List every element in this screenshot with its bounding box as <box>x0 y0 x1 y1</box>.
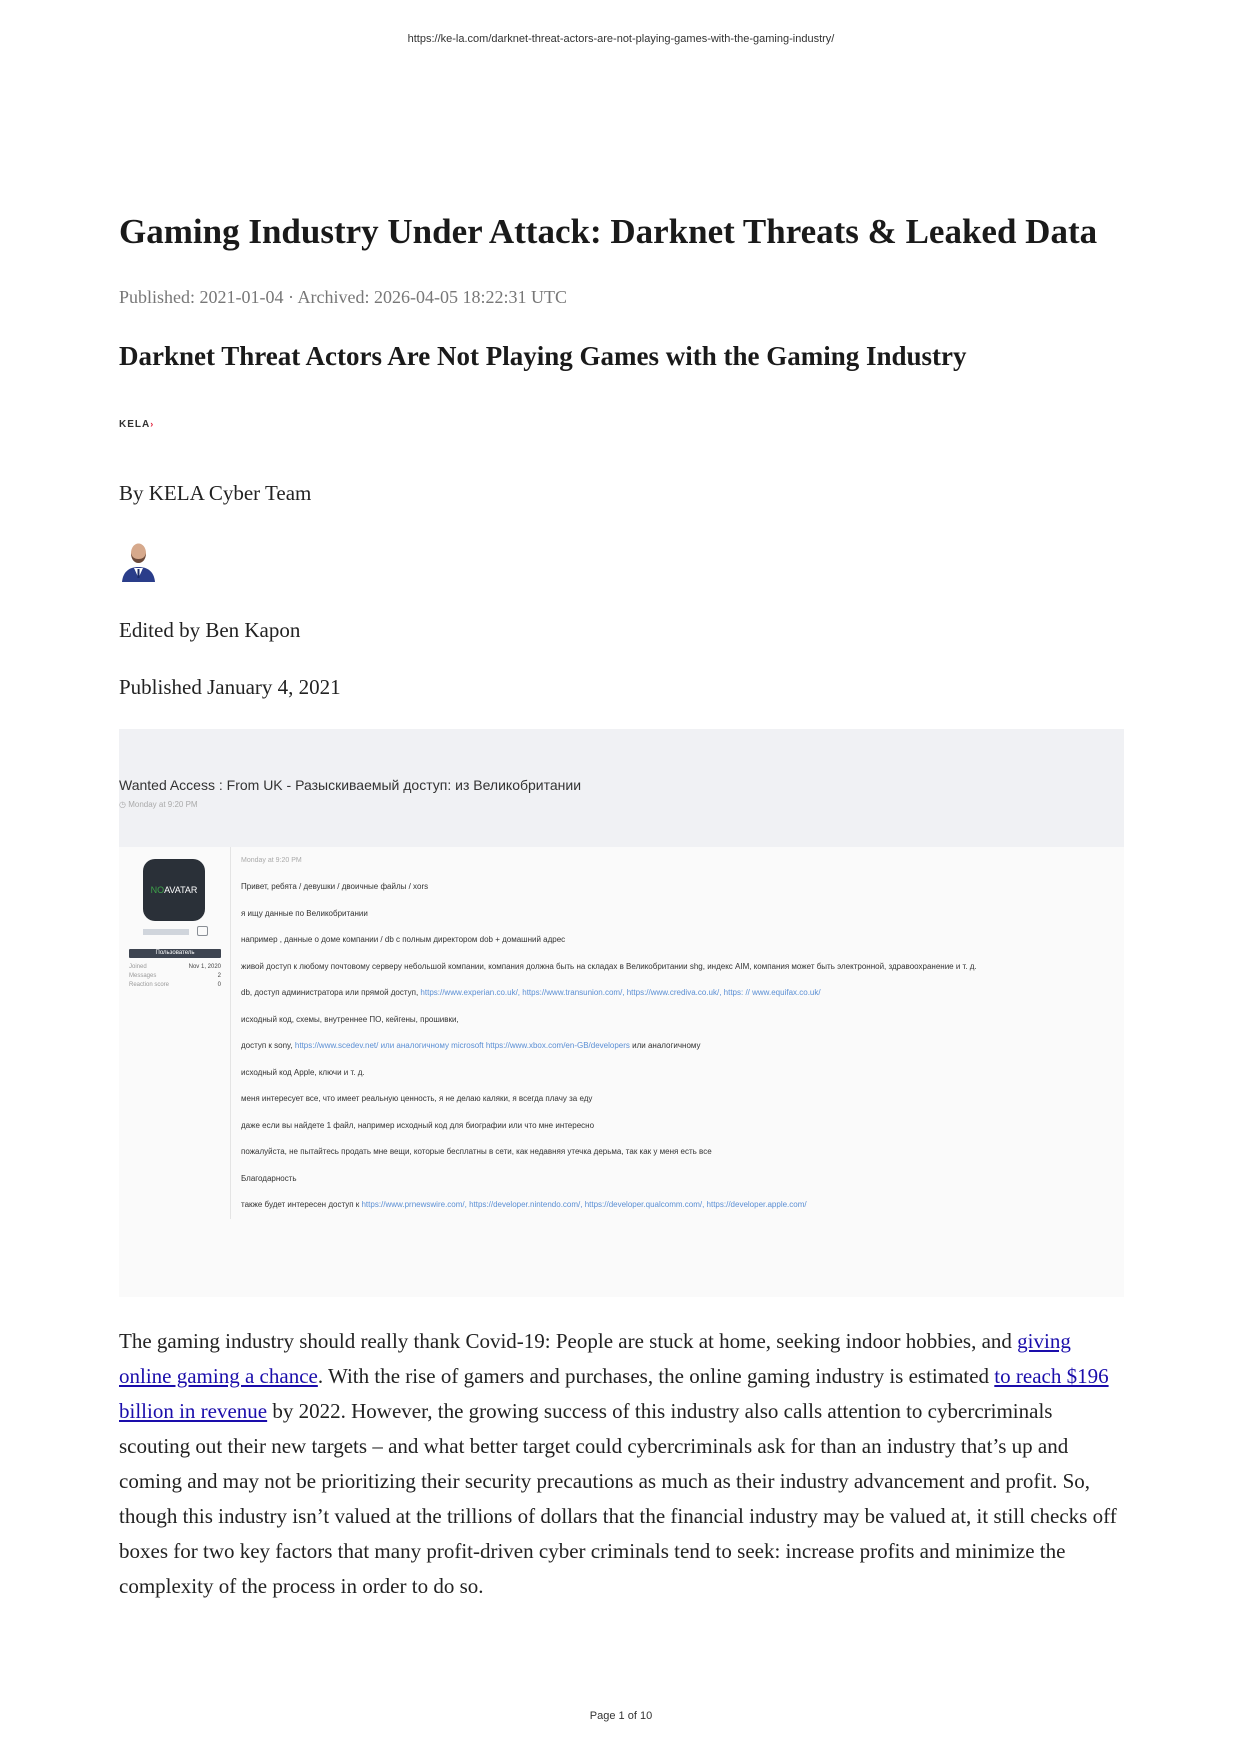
user-stats <box>129 963 221 990</box>
page-url: https://ke-la.com/darknet-threat-actors-are-not-playing-games-with-the-gaming-industry/ <box>407 33 835 45</box>
forum-post-screenshot <box>119 729 1124 1297</box>
page-number: Page 1 of 10 <box>589 1710 653 1722</box>
thread-timestamp: ◷ Monday at 9:20 PM <box>119 800 198 809</box>
revenue-link[interactable]: to reach $196 billion in revenue <box>119 1364 1109 1423</box>
article-paragraph: The gaming industry should really thank Covid-19: People are stuck at home, seeking indoor hobbies, and giving online gaming a chance. With the rise of gamers and purchases, the online gaming industry is estimated to reach $196 billion in revenue by 2022. However, the growing success of this industry also calls attention to cybercriminals scouting out their new targets – and what better target could cybercriminals ask for than an industry that’s up and coming and may not be prioritizing their security precautions as much as their industry advancement and profit. So, though this industry isn’t valued at the trillions of dollars that the financial industry may be valued at, it still checks off boxes for two key factors that many profit-driven cyber criminals tend to seek: increase profits and minimize the complexity of the process in order to do so. <box>119 1329 1117 1598</box>
post-line: даже если вы найдете 1 файл, например исходный код для биографии или что мне интересно <box>241 1120 595 1130</box>
forum-post <box>119 847 1124 1297</box>
post-line: также будет интересен доступ к https://www.prnewswire.com/, https://developer.nintendo.com/, https://developer.qualcomm.com/, https://developer.apple.com/ <box>241 1200 807 1209</box>
post-line: db, доступ администратора или прямой доступ, https://www.experian.co.uk/, https://www.transunion.com/, https://www.crediva.co.uk/, https: // www.equifax.co.uk/ <box>241 988 821 997</box>
publish-archive-meta: Published: 2021-01-04 · Archived: 2026-04-05 18:22:31 UTC <box>119 287 567 307</box>
post-timestamp: Monday at 9:20 PM <box>241 857 302 864</box>
post-body <box>241 882 1121 1227</box>
page-title: Gaming Industry Under Attack: Darknet Threats & Leaked Data <box>119 212 1098 251</box>
post-line: Благодарность <box>241 1173 297 1183</box>
post-line: я ищу данные по Великобритании <box>241 908 368 918</box>
post-line: исходный код, схемы, внутреннее ПО, кейгены, прошивки, <box>241 1014 459 1024</box>
post-author-pane <box>119 847 231 1219</box>
kela-logo-text: KELA <box>119 419 151 430</box>
post-line: живой доступ к любому почтовому серверу небольшой компании, компания должна быть на складах в Великобритании shg, индекс AIM, компания может быть электронной, здравоохранение и т. д. <box>241 961 977 971</box>
thread-header <box>119 729 1124 847</box>
post-line: доступ к sony, https://www.scedev.net/ или аналогичному microsoft https://www.xbox.com/en-GB/developers или аналогичному <box>241 1041 701 1050</box>
clock-icon: ◷ <box>119 800 129 809</box>
logo-arrow-icon: › <box>150 419 155 429</box>
message-icon <box>197 926 208 936</box>
post-link[interactable]: https://www.experian.co.uk/, https://www.transunion.com/, https://www.crediva.co.uk/, https: // www.equifax.co.uk/ <box>420 988 821 997</box>
redacted-username <box>143 929 189 935</box>
stat-row: Reaction score 0 <box>129 982 221 988</box>
online-gaming-link[interactable]: giving online gaming a chance <box>119 1329 1071 1388</box>
stat-row: Joined Nov 1, 2020 <box>129 964 221 970</box>
thread-title: Wanted Access : From UK - Разыскиваемый доступ: из Великобритании <box>119 777 582 793</box>
post-link[interactable]: https://www.prnewswire.com/, https://developer.nintendo.com/, https://developer.qualcomm.com/, https://developer.apple.com/ <box>361 1200 807 1209</box>
post-link[interactable]: https://www.scedev.net/ или аналогичному microsoft https://www.xbox.com/en-GB/developers <box>294 1041 630 1050</box>
stat-row: Messages 2 <box>129 973 221 979</box>
post-line: Привет, ребята / девушки / двоичные файлы / xors <box>241 882 429 891</box>
no-avatar-icon: NOAVATAR <box>143 859 205 921</box>
post-line: пожалуйста, не пытайтесь продать мне вещи, которые бесплатны в сети, как недавняя утечка дерьма, так как у меня есть все <box>241 1147 712 1156</box>
kela-logo <box>119 419 154 430</box>
byline: By KELA Cyber Team <box>119 481 312 505</box>
post-line: меня интересует все, что имеет реальную ценность, я не делаю каляки, я всегда плачу за еду <box>241 1094 593 1103</box>
article-subtitle: Darknet Threat Actors Are Not Playing Games with the Gaming Industry <box>119 341 967 371</box>
post-line: например , данные о доме компании / db с полным директором dob + домашний адрес <box>241 935 566 944</box>
publish-date: Published January 4, 2021 <box>119 675 341 699</box>
author-avatar <box>119 538 158 582</box>
post-line: исходный код Apple, ключи и т. д. <box>241 1067 365 1077</box>
user-role-badge: Пользователь <box>129 949 221 958</box>
editor-credit: Edited by Ben Kapon <box>119 618 301 642</box>
